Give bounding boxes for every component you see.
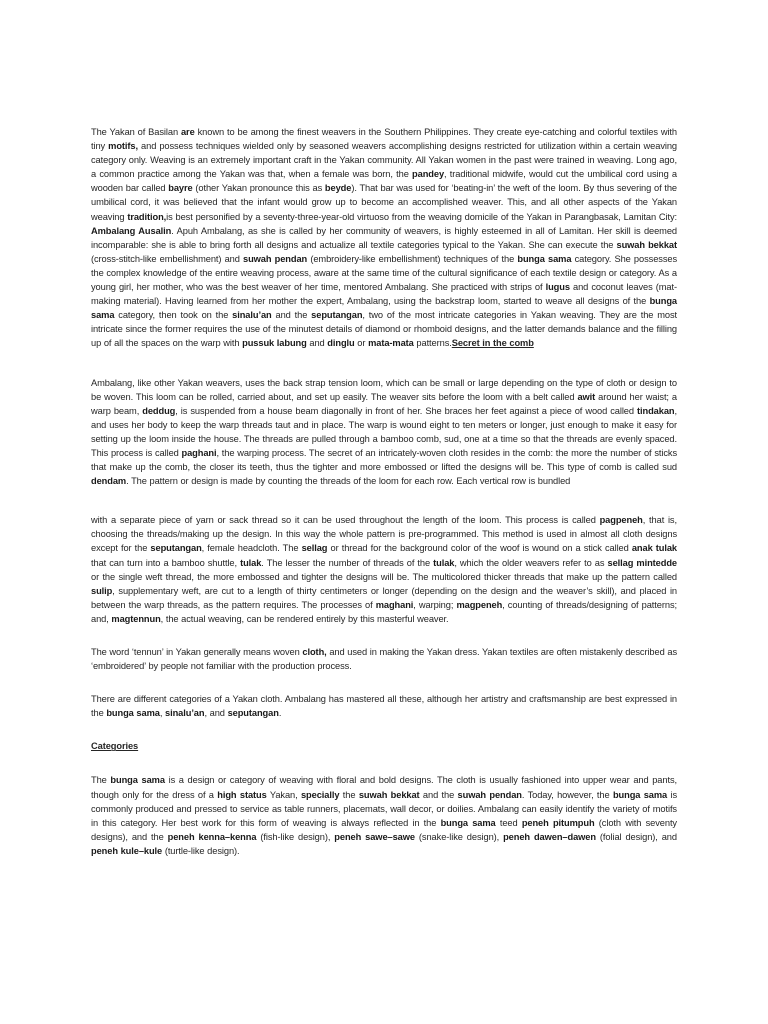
text-run: (folial design), and [595,831,677,842]
paragraph-bunga-sama [91,773,677,858]
text-run: or the single weft thread, the more embossed and tighter the designs will be. The multicolored thicker threads that make up the pattern called [91,571,677,582]
bold-term: motifs, [108,141,138,152]
bold-term: peneh sawe–sawe [334,831,415,842]
bold-term: magtennun [111,613,161,624]
text-run: is commonly produced and pressed to service as table runners, placemats, wall decor, or doilies. Ambalang can easily identify the variety of motifs in this category. Her best work for this form of weaving is always reflected in the [91,789,678,828]
bold-term: sinalu’an [165,708,205,719]
text-run: (fish-like design), [256,831,335,842]
text-run: . [278,708,282,719]
text-run: . Today, however, the [521,789,613,800]
bold-term: dendam [91,476,127,487]
text-run: The word ‘tennun’ in Yakan generally means woven [91,647,303,657]
heading-categories: Categories [91,741,139,752]
text-run: (turtle-like design). [162,845,240,856]
bold-term: mata-mata [368,338,414,349]
text-run: , and [204,708,228,719]
text-run: , supplementary weft, are cut to a length of thirty centimeters or longer (depending on the design and the weaver’s skill), and placed in between the warp threads, as the pattern requires. The processes of [91,585,677,610]
text-run: . The lesser the number of threads of the [261,557,434,568]
bold-term: peneh pitumpuh [521,817,595,828]
document-page [91,125,677,858]
bold-term: deddug [142,405,176,416]
text-run: , counting of threads/designing of patterns; and, [91,599,677,624]
bold-term: suwah bekkat [358,789,420,800]
bold-term: sellag mintedde [607,557,677,568]
bold-term: peneh kenna–kenna [167,831,257,842]
bold-term: bunga sama [517,253,572,264]
text-run: and [306,338,328,349]
bold-term: tulak [433,557,455,568]
bold-term: high status [217,789,267,800]
bold-term: lugus [545,282,570,293]
text-run: (cloth with seventy designs), and the [91,817,677,842]
bold-term: bunga sama [106,708,160,719]
bold-term: sinalu’an [232,310,272,321]
text-run: , and uses her body to keep the warp threads taut and in place. The warp is wound eight to ten meters or longer, just enough to make it easy for setting up the loom inside the house. The threads are pulled through a bamboo comb, sud, one at a time so that the threads are evenly spaced. This process is called [91,405,677,458]
text-run: the [339,789,359,800]
bold-term: pagpeneh [599,515,643,526]
bold-term: suwah bekkat [616,239,677,250]
text-run: with a separate piece of yarn or sack thread so it can be used throughout the length of the loom. This process is called [91,515,600,526]
text-run: , the warping process. The secret of an intricately-woven cloth resides in the comb: the more the number of sticks that make up the comb, the closer its teeth, thus the tighter and more embossed or lifted the designs will be. This type of comb is called sud [91,447,677,473]
bold-term: magpeneh [456,599,503,610]
bold-term: peneh kule–kule [91,845,163,856]
bold-term: seputangan [311,310,363,321]
bold-term: paghani [181,447,217,458]
bold-term: Ambalang Ausalin [91,225,172,236]
bold-term: bunga sama [612,789,668,800]
text-run: , traditional midwife, would cut the umbilical cord using a wooden bar called [91,169,677,194]
bold-term: tindakan [637,405,675,416]
paragraph-process [91,513,677,626]
bold-term: sulip [91,585,113,596]
text-run: patterns. [413,338,452,349]
bold-term: suwah pendan [243,253,308,264]
text-run: and used in making the Yakan dress. Yakan textiles are often mistakenly described as ‘embroidered’ by people not familiar with the production process. [91,647,677,672]
text-run: Ambalang, like other Yakan weavers, uses the back strap tension loom, which can be small or large depending on the type of cloth or design to be woven. This loom can be rolled, carried about, and set up easily. The weaver sits before the loom with a belt called [91,377,677,402]
paragraph-intro [91,125,677,351]
bold-term: specially [300,789,340,800]
text-run: category, then took on the [114,310,233,321]
text-run: or [354,338,369,349]
paragraph-loom [91,376,677,489]
text-run: , which the older weavers refer to as [454,557,608,568]
text-run: known to be among the finest weavers in the Southern Philippines. They create eye-catching and colorful textiles with tiny [91,127,677,152]
text-run: or thread for the background color of the woof is wound on a stick called [327,543,632,554]
paragraph-tennun [91,645,677,673]
bold-term: cloth, [302,647,327,657]
text-run: , [159,708,166,719]
text-run: and coconut leaves (mat-making material). Having learned from her mother the expert, Ambalang, using the backstrap loom, started to weave all designs of the [91,282,677,307]
bold-term: maghani [375,599,414,610]
paragraph-categories-intro [91,692,677,720]
text-run: Yakan, [266,789,301,800]
text-run: The [91,775,111,786]
text-run: teed [495,817,522,828]
text-run: , female headcloth. The [201,543,302,554]
text-run: around her waist; a warp beam, [91,391,678,416]
bold-term: peneh dawen–dawen [503,831,596,842]
text-run: , that is, choosing the threads/making up the design. In this way the whole pattern is pre-programmed. This method is used in almost all cloth designs except for the [91,515,677,554]
bold-term: tulak [240,557,262,568]
bold-term: bunga sama [440,817,496,828]
text-run: (snake-like design), [414,831,504,842]
text-run: The Yakan of Basilan [91,127,181,137]
bold-term: awit [577,391,596,402]
text-run: (embroidery-like embellishment) techniques of the [307,253,518,264]
bold-term: dinglu [327,338,355,349]
text-run: (other Yakan pronounce this as [192,183,325,194]
text-run: , warping; [413,599,457,610]
text-run: , is suspended from a house beam diagonally in front of her. She braces her feet against a piece of wood called [175,405,637,416]
bold-term: are [180,127,195,137]
text-run: category. She possesses the complex knowledge of the entire weaving process, aware at the same time of the cultural significance of each textile design or category. As a young girl, her mother, who was the best weaver of her time, mentored Ambalang. She practiced with strips of [91,253,678,293]
text-run: , the actual weaving, can be rendered entirely by this masterful weaver. [160,613,449,624]
bold-term: pandey [412,169,445,180]
bold-term: bayre [168,183,193,194]
text-run: and the [271,310,312,321]
text-run: is a design or category of weaving with floral and bold designs. The cloth is usually fashioned into upper wear and pants, though only for the dress of a [91,775,677,800]
text-run: (cross-stitch-like embellishment) and [91,253,243,264]
text-run: is best personified by a seventy-three-year-old virtuoso from the weaving domicile of the Yakan in Parangbasak, Lamitan City: [166,211,677,222]
bold-term: beyde [324,183,352,194]
bold-term: bunga sama [91,296,677,321]
text-run: ). That bar was used for ‘beating-in’ the weft of the loom. By thus severing of the umbilical cord, it was believed that the infant would grow up to become an accomplished weaver. This, and all other aspects of the Yakan weaving [91,183,677,222]
bold-term: sellag [301,543,328,554]
text-run: that can turn into a bamboo shuttle, [91,557,241,568]
text-run: , two of the most intricate categories in Yakan weaving. They are the most intricate since the former requires the use of the minutest details of diamond or rhomboid designs, and the latter demands balance and the filling up of all the spaces on the warp with [91,310,678,349]
bold-term: anak tulak [631,543,678,554]
text-run: . The pattern or design is made by counting the threads of the loom for each row. Each vertical row is bundled [126,476,571,487]
text-run: There are different categories of a Yakan cloth. Ambalang has mastered all these, although her artistry and craftsmanship are best expressed in the [91,694,677,719]
inline-subheading: Secret in the comb [451,338,534,349]
text-run: . Apuh Ambalang, as she is called by her community of weavers, is highly esteemed in all of Lamitan. Her skill is deemed incomparable: she is able to bring forth all designs and actualize all textile categories typical to the Yakan. She can execute the [91,225,677,250]
bold-term: suwah pendan [457,789,522,800]
bold-term: tradition, [127,211,167,222]
bold-term: seputangan [227,708,279,719]
text-run: and the [419,789,458,800]
bold-term: bunga sama [110,775,165,786]
text-run: and possess techniques wielded only by seasoned weavers accomplishing designs restricted for utilization within a certain weaving category only. Weaving is an extremely important craft in the Yakan community. All Yakan women in the past were trained in weaving. Long ago, a common practice among the Yakan was that, when a female was born, the [91,141,677,180]
bold-term: pussuk labung [242,338,307,349]
bold-term: seputangan [150,543,202,554]
